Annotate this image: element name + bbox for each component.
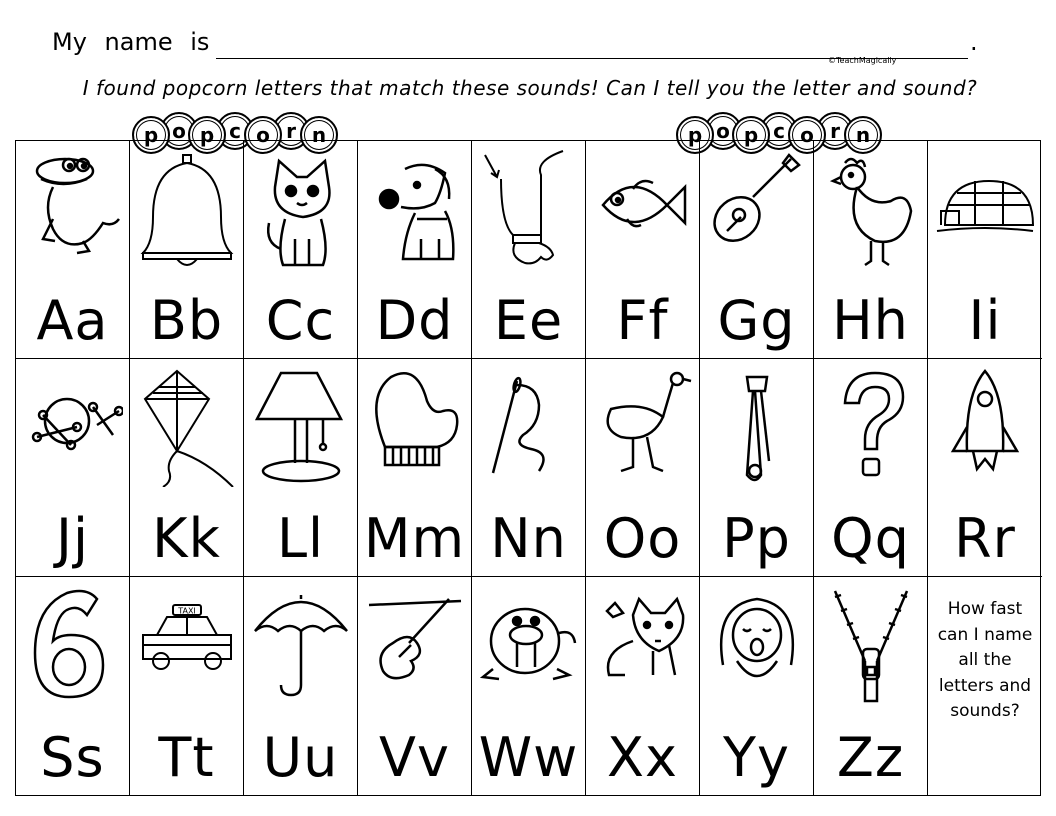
popcorn-letter: c [760,112,798,150]
letter-pair: Gg [717,289,796,352]
letter-pair: Nn [490,507,567,570]
letter-cell-l [244,359,358,577]
popcorn-letter: p [132,116,170,154]
letter-pair: Uu [262,726,339,789]
popcorn-letter: r [272,112,310,150]
taxi-icon [137,585,237,705]
letter-cell-k [130,359,244,577]
instructions: I found popcorn letters that match these sounds! Can I tell you the letter and sound? [82,76,978,100]
letter-cell-u [244,577,358,795]
letter-pair: Yy [723,726,790,789]
taxi-sign-text: TAXI [178,606,196,616]
needle-icon [479,367,579,487]
popcorn-letter: p [676,116,714,154]
igloo-icon [935,149,1035,269]
letter-pair: Mm [363,507,466,570]
letter-pair: Ww [478,726,579,789]
closing-question: How fast can I name all the letters and sounds? [937,599,1033,721]
popcorn-letter: o [788,116,826,154]
letter-cell-q [814,359,928,577]
letter-pair: Zz [836,726,905,789]
alligator-icon [23,149,123,269]
letter-cell-h [814,141,928,359]
copyright: ©TeachMagically [828,56,897,65]
letter-cell-z [814,577,928,795]
letter-cell-f [586,141,700,359]
letter-cell-y [700,577,814,795]
jacks-icon [23,367,123,487]
letter-pair: Hh [832,289,909,352]
letter-pair: Cc [265,289,336,352]
letter-cell-v [358,577,472,795]
letter-pair: Bb [149,289,224,352]
letter-cell-o [586,359,700,577]
zipper-icon [821,585,921,705]
violin-icon [365,585,465,705]
popcorn-letter: n [300,116,338,154]
umbrella-icon [251,585,351,705]
popcorn-letter: r [816,112,854,150]
letter-pair: Aa [36,289,109,352]
letter-pair: Ll [276,507,325,570]
letter-pair: Dd [375,289,454,352]
letter-pair: Ff [616,289,669,352]
letter-cell-t [130,577,244,795]
kite-icon [137,367,237,487]
cat-icon [251,149,351,269]
question-mark-icon [821,367,921,487]
letter-cell-e [472,141,586,359]
letter-cell-c [244,141,358,359]
letter-cell-d [358,141,472,359]
yawn-icon [707,585,807,705]
lamp-icon [251,367,351,487]
letter-cell-m [358,359,472,577]
letter-cell-j [16,359,130,577]
popcorn-letter: c [216,112,254,150]
letter-pair: Ee [493,289,564,352]
letter-cell-p [700,359,814,577]
ostrich-icon [593,367,693,487]
pin-icon [707,367,807,487]
popcorn-letter: o [244,116,282,154]
letter-cell-r [928,359,1042,577]
letter-pair: Vv [379,726,450,789]
mitten-icon [365,367,465,487]
closing-question-cell [928,577,1042,795]
letter-cell-x [586,577,700,795]
name-label: My name is [52,28,210,56]
letter-pair: Qq [831,507,910,570]
popcorn-letter: n [844,116,882,154]
rocket-icon [935,367,1035,487]
letter-pair: Tt [158,726,215,789]
guitar-icon [707,149,807,269]
letter-cell-g [700,141,814,359]
popcorn-letter: o [704,112,742,150]
walrus-icon [479,585,579,705]
letter-cell-n [472,359,586,577]
letter-pair: Jj [56,507,89,570]
letter-pair: Oo [603,507,682,570]
name-end-period: . [970,28,978,56]
bell-icon [137,149,237,269]
hen-icon [821,149,921,269]
letter-cell-a [16,141,130,359]
letter-cell-s [16,577,130,795]
popcorn-letter: p [188,116,226,154]
letter-pair: Ss [40,726,105,789]
fox-icon [593,585,693,705]
popcorn-letter: o [160,112,198,150]
letter-cell-w [472,577,586,795]
dog-icon [365,149,465,269]
letter-pair: Kk [152,507,221,570]
letter-pair: Rr [954,507,1016,570]
letter-grid [15,140,1041,796]
letter-pair: Ii [968,289,1002,352]
six-icon [23,585,123,705]
elbow-icon [479,149,579,269]
popcorn-letter: p [732,116,770,154]
letter-cell-b [130,141,244,359]
letter-pair: Xx [607,726,678,789]
fish-icon [593,149,693,269]
letter-cell-i [928,141,1042,359]
letter-pair: Pp [722,507,791,570]
